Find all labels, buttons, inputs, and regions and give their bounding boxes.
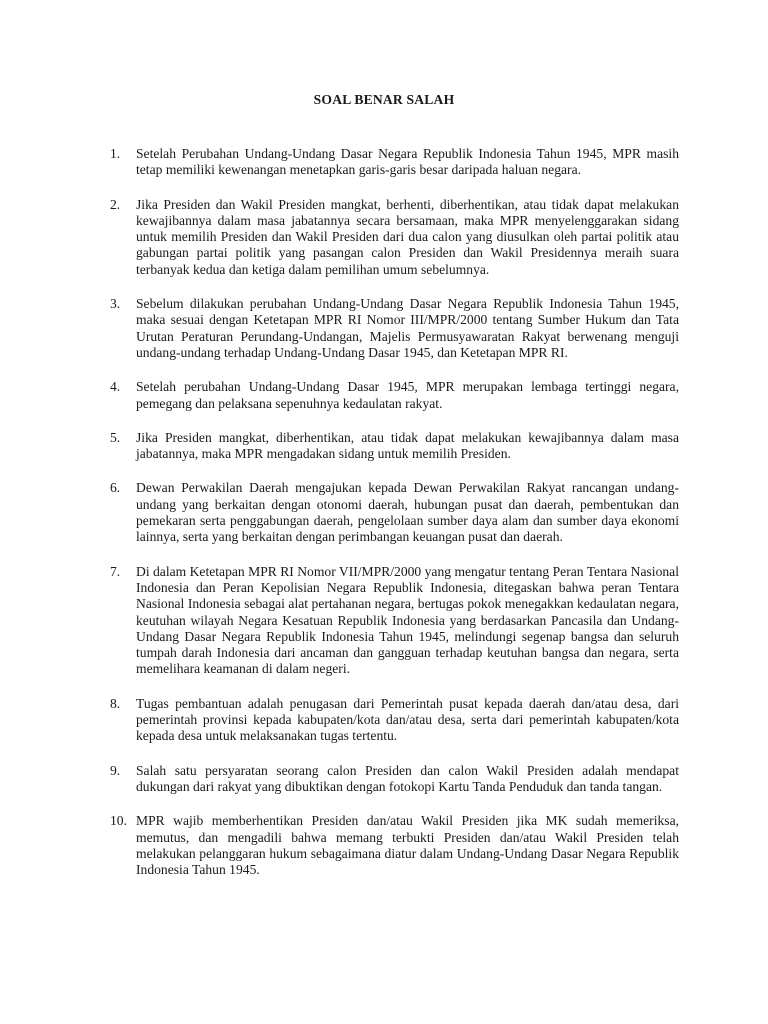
question-item [110, 696, 679, 745]
question-text: Jika Presiden dan Wakil Presiden mangkat, berhenti, diberhentikan, atau tidak dapat melakukan kewajibannya dalam masa jabatannya secara bersamaan, maka MPR menyelenggarakan sidang untuk memilih Presiden dan Wakil Presiden dari dua calon yang diusulkan oleh partai politik atau gabungan partai politik yang pasangan calon Presiden dan Wakil Presidennya meraih suara terbanyak kedua dan ketiga dalam pemilihan umum sebelumnya. [136, 196, 679, 277]
question-number: 7. [110, 563, 121, 579]
question-number: 6. [110, 480, 121, 496]
question-text: Salah satu persyaratan seorang calon Presiden dan calon Wakil Presiden adalah mendapat dukungan dari rakyat yang dibuktikan dengan fotokopi Kartu Tanda Penduduk dan tanda tangan. [136, 762, 679, 794]
question-number: 9. [110, 762, 121, 778]
question-text: Tugas pembantuan adalah penugasan dari Pemerintah pusat kepada daerah dan/atau desa, dari pemerintah provinsi kepada kabupaten/kota dan/atau desa, serta dari pemerintah kabupaten/kota kepada desa untuk melaksanakan tugas tertentu. [136, 695, 679, 744]
question-item [110, 813, 679, 878]
question-number: 2. [110, 196, 121, 212]
question-item [110, 763, 679, 796]
question-number: 10. [110, 813, 127, 829]
question-text: Setelah Perubahan Undang-Undang Dasar Negara Republik Indonesia Tahun 1945, MPR masih tetap memiliki kewenangan menetapkan garis-garis besar daripada haluan negara. [136, 146, 679, 178]
question-item [110, 379, 679, 412]
question-item [110, 296, 679, 361]
question-number: 8. [110, 695, 121, 711]
question-text: Di dalam Ketetapan MPR RI Nomor VII/MPR/2000 yang mengatur tentang Peran Tentara Nasional Indonesia dan Peran Kepolisian Negara Republik Indonesia, ditegaskan bahwa peran Tentara Nasional Indonesia sebagai alat pertahanan negara, bertugas pokok menegakkan kedaulatan negara, keutuhan wilayah Negara Kesatuan Republik Indonesia yang berdasarkan Pancasila dan Undang-Undang Dasar Negara Republik Indonesia Tahun 1945, melindungi segenap bangsa dan seluruh tumpah darah Indonesia dari ancaman dan gangguan terhadap keutuhan bangsa dan negara, serta memelihara keamanan di dalam negeri. [136, 563, 679, 677]
question-text: MPR wajib memberhentikan Presiden dan/atau Wakil Presiden jika MK sudah memeriksa, memutus, dan mengadili bahwa memang terbukti Presiden dan/atau Wakil Presiden telah melakukan pelanggaran hukum sebagaimana diatur dalam Undang-Undang Dasar Negara Republik Indonesia Tahun 1945. [136, 813, 679, 878]
question-item [110, 146, 679, 179]
question-number: 1. [110, 146, 121, 161]
question-number: 5. [110, 429, 121, 445]
page-title: SOAL BENAR SALAH [313, 92, 455, 107]
question-number: 3. [110, 296, 121, 312]
question-list [110, 146, 679, 878]
question-item [110, 564, 679, 678]
question-text: Sebelum dilakukan perubahan Undang-Undang Dasar Negara Republik Indonesia Tahun 1945, maka sesuai dengan Ketetapan MPR RI Nomor III/MPR/2000 tentang Sumber Hukum dan Tata Urutan Peraturan Perundang-Undangan, Majelis Permusyawaratan Rakyat berwenang menguji undang-undang terhadap Undang-Undang Dasar 1945, dan Ketetapan MPR RI. [136, 296, 679, 360]
question-text: Setelah perubahan Undang-Undang Dasar 1945, MPR merupakan lembaga tertinggi negara, pemegang dan pelaksana sepenuhnya kedaulatan rakyat. [136, 379, 679, 411]
question-item [110, 197, 679, 278]
question-text: Jika Presiden mangkat, diberhentikan, atau tidak dapat melakukan kewajibannya dalam masa jabatannya, maka MPR mengadakan sidang untuk memilih Presiden. [136, 429, 679, 462]
question-text: Dewan Perwakilan Daerah mengajukan kepada Dewan Perwakilan Rakyat rancangan undang-undang yang berkaitan dengan otonomi daerah, hubungan pusat dan daerah, pembentukan dan pemekaran serta penggabungan daerah, pengelolaan sumber daya alam dan sumber daya ekonomi lainnya, serta yang berkaitan dengan perimbangan keuangan pusat dan daerah. [136, 480, 679, 545]
question-item [110, 480, 679, 545]
question-item [110, 430, 679, 463]
question-number: 4. [110, 379, 121, 395]
